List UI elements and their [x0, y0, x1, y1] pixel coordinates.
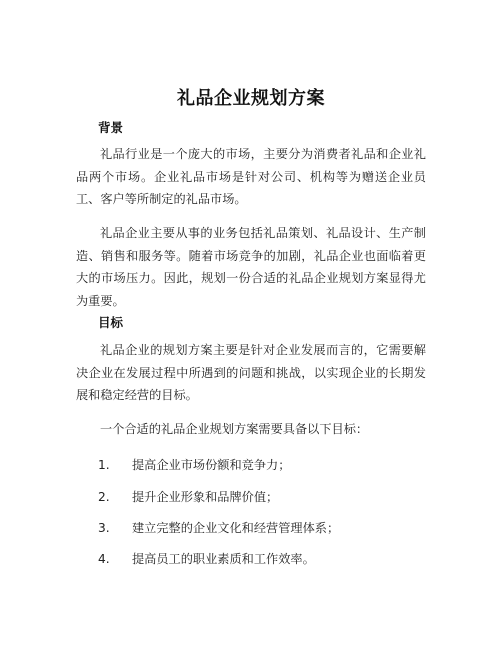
paragraph: 礼品行业是一个庞大的市场，主要分为消费者礼品和企业礼品两个市场。企业礼品市场是针对公司、机构等为赠送企业员工、客户等所制定的礼品市场。	[76, 147, 426, 206]
paragraph: 礼品企业主要从事的业务包括礼品策划、礼品设计、生产制造、销售和服务等。随着市场竞争的加剧，礼品企业也面临着更大的市场压力。因此，规划一份合适的礼品企业规划方案显得尤为重要。	[76, 226, 426, 308]
section-heading-background: 背景	[98, 120, 124, 135]
list-item	[98, 456, 290, 473]
list-item	[98, 488, 278, 505]
paragraph: 礼品企业的规划方案主要是针对企业发展而言的，它需要解决企业在发展过程中所遇到的问题和挑战，以实现企业的长期发展和稳定经营的目标。	[76, 343, 426, 402]
list-item-number: 4.	[98, 552, 110, 566]
document-title: 礼品企业规划方案	[177, 88, 325, 109]
list-item-number: 2.	[98, 490, 110, 504]
list-item-text: 提升企业形象和品牌价值；	[132, 490, 279, 504]
list-item-text: 建立完整的企业文化和经营管理体系；	[132, 521, 340, 535]
list-item	[98, 519, 339, 536]
list-item-number: 1.	[98, 458, 110, 472]
paragraph: 一个合适的礼品企业规划方案需要具备以下目标：	[100, 422, 369, 436]
list-item	[98, 550, 315, 567]
section-heading-goals: 目标	[98, 315, 124, 330]
list-item-number: 3.	[98, 521, 110, 535]
list-item-text: 提高员工的职业素质和工作效率。	[132, 552, 315, 566]
list-item-text: 提高企业市场份额和竞争力；	[132, 458, 291, 472]
